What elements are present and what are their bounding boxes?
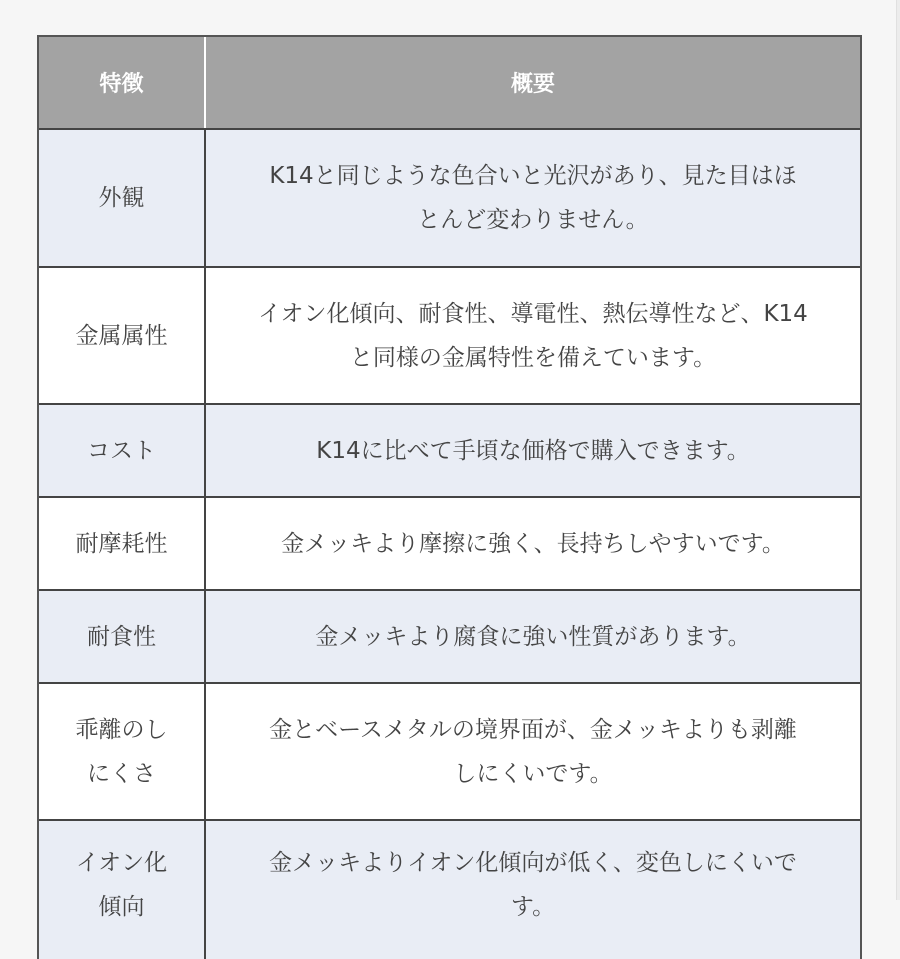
table-row [39,819,860,959]
header-summary: 概要 [510,72,555,97]
summary-cell [206,821,860,959]
feature-cell [39,821,206,959]
feature-cell [39,498,206,589]
table-header [39,37,860,128]
summary-text: イオン化傾向、耐食性、導電性、熱伝導性など、K14 [258,300,808,327]
summary-text: しにくいです。 [453,760,613,787]
table-row [39,266,860,403]
feature-text: 耐摩耗性 [75,530,168,557]
page-edge [896,0,900,900]
summary-text: K14に比べて手頃な価格で購入できます。 [316,437,750,464]
summary-cell [206,498,860,589]
feature-text: 耐食性 [87,623,156,650]
feature-cell [39,268,206,403]
summary-cell [206,268,860,403]
feature-text: にくさ [87,760,156,787]
summary-text: 金メッキより摩擦に強く、長持ちしやすいです。 [281,530,785,557]
summary-cell [206,591,860,682]
feature-cell [39,130,206,266]
comparison-table [37,35,862,959]
summary-text: 金とベースメタルの境界面が、金メッキよりも剥離 [269,716,797,743]
table-row [39,682,860,819]
feature-cell [39,591,206,682]
summary-cell [206,684,860,819]
feature-text: 傾向 [98,894,145,920]
summary-cell [206,130,860,266]
summary-text: とんど変わりません。 [417,207,649,233]
feature-text: コスト [87,437,156,464]
feature-text: 外観 [98,185,145,211]
feature-text: イオン化 [75,850,168,876]
summary-cell [206,405,860,496]
feature-text: 金属属性 [75,322,168,349]
summary-text: す。 [510,894,556,920]
table-row [39,403,860,496]
feature-text: 乖離のし [75,716,168,743]
summary-text: と同様の金属特性を備えています。 [349,344,717,371]
table-row [39,589,860,682]
summary-text: K14と同じような色合いと光沢があり、見た目はほ [269,163,797,189]
summary-text: 金メッキよりイオン化傾向が低く、変色しにくいで [269,850,797,876]
table-row [39,128,860,266]
table-row [39,496,860,589]
summary-text: 金メッキより腐食に強い性質があります。 [315,623,751,650]
feature-cell [39,405,206,496]
feature-cell [39,684,206,819]
header-feature: 特徴 [39,37,206,128]
